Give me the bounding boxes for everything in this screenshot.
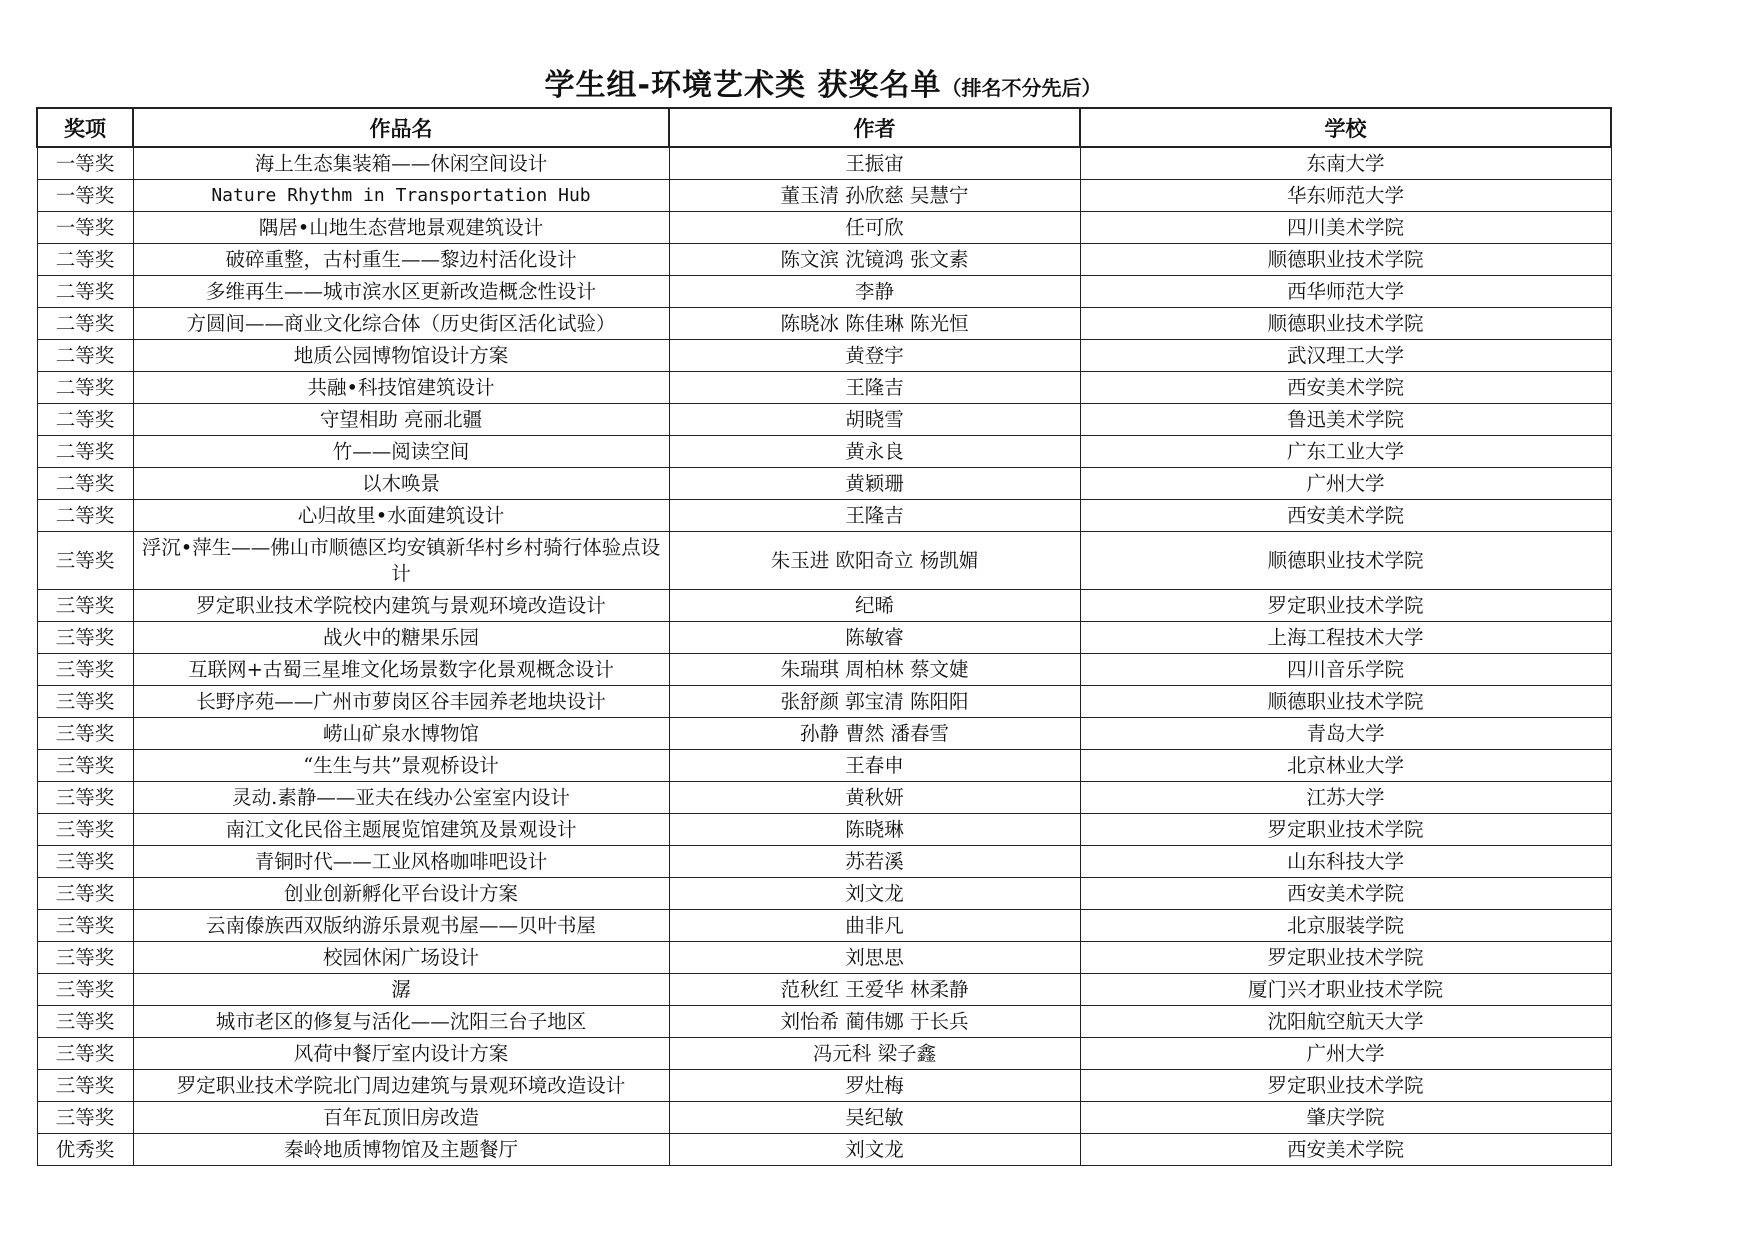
work-cell: 以木唤景	[133, 468, 669, 500]
work-cell: 地质公园博物馆设计方案	[133, 340, 669, 372]
table-row	[37, 372, 1611, 404]
school-cell: 顺德职业技术学院	[1080, 532, 1611, 590]
school-cell: 罗定职业技术学院	[1080, 590, 1611, 622]
table-row	[37, 532, 1611, 590]
table-row	[37, 622, 1611, 654]
work-cell: 灵动.素静——亚夫在线办公室室内设计	[133, 782, 669, 814]
award-cell: 二等奖	[37, 468, 133, 500]
author-cell: 苏若溪	[669, 846, 1080, 878]
author-cell: 罗灶梅	[669, 1070, 1080, 1102]
work-cell: 破碎重整，古村重生——黎边村活化设计	[133, 244, 669, 276]
work-cell: 海上生态集装箱——休闲空间设计	[133, 147, 669, 180]
award-cell: 三等奖	[37, 532, 133, 590]
table-row	[37, 500, 1611, 532]
author-cell: 朱瑞琪 周柏林 蔡文婕	[669, 654, 1080, 686]
table-row	[37, 654, 1611, 686]
award-cell: 三等奖	[37, 782, 133, 814]
award-cell: 一等奖	[37, 212, 133, 244]
page-title	[36, 66, 1610, 108]
school-cell: 江苏大学	[1080, 782, 1611, 814]
awards-table	[36, 107, 1612, 1166]
author-cell: 李静	[669, 276, 1080, 308]
table-row	[37, 308, 1611, 340]
school-cell: 广州大学	[1080, 1038, 1611, 1070]
work-cell: 共融•科技馆建筑设计	[133, 372, 669, 404]
author-cell: 王隆吉	[669, 372, 1080, 404]
school-cell: 上海工程技术大学	[1080, 622, 1611, 654]
work-cell: 隅居•山地生态营地景观建筑设计	[133, 212, 669, 244]
award-cell: 三等奖	[37, 1102, 133, 1134]
table-row	[37, 436, 1611, 468]
table-row	[37, 782, 1611, 814]
work-cell: 创业创新孵化平台设计方案	[133, 878, 669, 910]
author-cell: 朱玉进 欧阳奇立 杨凯媚	[669, 532, 1080, 590]
award-cell: 三等奖	[37, 718, 133, 750]
school-cell: 西安美术学院	[1080, 372, 1611, 404]
school-cell: 四川美术学院	[1080, 212, 1611, 244]
author-cell: 曲非凡	[669, 910, 1080, 942]
school-cell: 沈阳航空航天大学	[1080, 1006, 1611, 1038]
school-cell: 华东师范大学	[1080, 180, 1611, 212]
award-cell: 三等奖	[37, 654, 133, 686]
table-row	[37, 878, 1611, 910]
table-row	[37, 404, 1611, 436]
table-row	[37, 244, 1611, 276]
school-cell: 广东工业大学	[1080, 436, 1611, 468]
work-cell: 长野序苑——广州市萝岗区谷丰园养老地块设计	[133, 686, 669, 718]
award-cell: 二等奖	[37, 404, 133, 436]
author-cell: 黄秋妍	[669, 782, 1080, 814]
author-cell: 吴纪敏	[669, 1102, 1080, 1134]
table-row	[37, 718, 1611, 750]
author-cell: 陈晓琳	[669, 814, 1080, 846]
author-cell: 黄永良	[669, 436, 1080, 468]
award-cell: 三等奖	[37, 1006, 133, 1038]
table-row	[37, 846, 1611, 878]
author-cell: 胡晓雪	[669, 404, 1080, 436]
award-cell: 二等奖	[37, 308, 133, 340]
work-cell: 多维再生——城市滨水区更新改造概念性设计	[133, 276, 669, 308]
author-cell: 孙静 曹然 潘春雪	[669, 718, 1080, 750]
work-cell: Nature Rhythm in Transportation Hub	[133, 180, 669, 212]
author-cell: 刘文龙	[669, 878, 1080, 910]
award-cell: 二等奖	[37, 340, 133, 372]
award-cell: 三等奖	[37, 814, 133, 846]
award-cell: 三等奖	[37, 1070, 133, 1102]
school-cell: 罗定职业技术学院	[1080, 814, 1611, 846]
work-cell: 云南傣族西双版纳游乐景观书屋——贝叶书屋	[133, 910, 669, 942]
work-cell: 南江文化民俗主题展览馆建筑及景观设计	[133, 814, 669, 846]
award-cell: 三等奖	[37, 1038, 133, 1070]
school-cell: 西安美术学院	[1080, 500, 1611, 532]
author-cell: 王振宙	[669, 147, 1080, 180]
school-cell: 山东科技大学	[1080, 846, 1611, 878]
work-cell: 竹——阅读空间	[133, 436, 669, 468]
table-row	[37, 814, 1611, 846]
work-cell: 战火中的糖果乐园	[133, 622, 669, 654]
author-cell: 刘思思	[669, 942, 1080, 974]
award-cell: 二等奖	[37, 244, 133, 276]
work-cell: 互联网+古蜀三星堆文化场景数字化景观概念设计	[133, 654, 669, 686]
author-cell: 陈敏睿	[669, 622, 1080, 654]
work-cell: “生生与共”景观桥设计	[133, 750, 669, 782]
school-cell: 广州大学	[1080, 468, 1611, 500]
table-row	[37, 590, 1611, 622]
award-cell: 一等奖	[37, 180, 133, 212]
title-main: 学生组-环境艺术类 获奖名单	[544, 68, 942, 103]
author-cell: 张舒颜 郭宝清 陈阳阳	[669, 686, 1080, 718]
table-row	[37, 974, 1611, 1006]
school-cell: 北京林业大学	[1080, 750, 1611, 782]
work-cell: 心归故里•水面建筑设计	[133, 500, 669, 532]
table-row	[37, 750, 1611, 782]
school-cell: 西华师范大学	[1080, 276, 1611, 308]
award-cell: 优秀奖	[37, 1134, 133, 1166]
table-row	[37, 180, 1611, 212]
school-cell: 西安美术学院	[1080, 878, 1611, 910]
author-cell: 董玉清 孙欣慈 吴慧宁	[669, 180, 1080, 212]
award-cell: 三等奖	[37, 846, 133, 878]
award-cell: 三等奖	[37, 590, 133, 622]
work-cell: 秦岭地质博物馆及主题餐厅	[133, 1134, 669, 1166]
header-author: 作者	[669, 108, 1080, 147]
work-cell: 崂山矿泉水博物馆	[133, 718, 669, 750]
school-cell: 武汉理工大学	[1080, 340, 1611, 372]
school-cell: 肇庆学院	[1080, 1102, 1611, 1134]
school-cell: 四川音乐学院	[1080, 654, 1611, 686]
award-cell: 三等奖	[37, 910, 133, 942]
table-row	[37, 1070, 1611, 1102]
table-row	[37, 942, 1611, 974]
school-cell: 顺德职业技术学院	[1080, 308, 1611, 340]
table-row	[37, 910, 1611, 942]
author-cell: 王隆吉	[669, 500, 1080, 532]
work-cell: 方圆间——商业文化综合体（历史街区活化试验）	[133, 308, 669, 340]
header-work: 作品名	[133, 108, 669, 147]
award-cell: 三等奖	[37, 878, 133, 910]
award-cell: 二等奖	[37, 500, 133, 532]
award-cell: 二等奖	[37, 372, 133, 404]
table-row	[37, 340, 1611, 372]
award-cell: 三等奖	[37, 942, 133, 974]
author-cell: 纪晞	[669, 590, 1080, 622]
table-row	[37, 686, 1611, 718]
header-row	[37, 108, 1611, 147]
author-cell: 任可欣	[669, 212, 1080, 244]
author-cell: 陈文滨 沈镜鸿 张文素	[669, 244, 1080, 276]
school-cell: 鲁迅美术学院	[1080, 404, 1611, 436]
work-cell: 守望相助 亮丽北疆	[133, 404, 669, 436]
author-cell: 黄登宇	[669, 340, 1080, 372]
table-row	[37, 1006, 1611, 1038]
work-cell: 风荷中餐厅室内设计方案	[133, 1038, 669, 1070]
work-cell: 罗定职业技术学院北门周边建筑与景观环境改造设计	[133, 1070, 669, 1102]
work-cell: 百年瓦顶旧房改造	[133, 1102, 669, 1134]
award-cell: 三等奖	[37, 622, 133, 654]
table-row	[37, 276, 1611, 308]
table-row	[37, 147, 1611, 180]
school-cell: 顺德职业技术学院	[1080, 686, 1611, 718]
author-cell: 刘文龙	[669, 1134, 1080, 1166]
school-cell: 罗定职业技术学院	[1080, 942, 1611, 974]
work-cell: 校园休闲广场设计	[133, 942, 669, 974]
school-cell: 罗定职业技术学院	[1080, 1070, 1611, 1102]
table-row	[37, 212, 1611, 244]
school-cell: 顺德职业技术学院	[1080, 244, 1611, 276]
award-cell: 三等奖	[37, 750, 133, 782]
school-cell: 北京服装学院	[1080, 910, 1611, 942]
work-cell: 青铜时代——工业风格咖啡吧设计	[133, 846, 669, 878]
school-cell: 西安美术学院	[1080, 1134, 1611, 1166]
title-subtitle: （排名不分先后）	[941, 76, 1102, 100]
author-cell: 陈晓冰 陈佳琳 陈光恒	[669, 308, 1080, 340]
award-cell: 二等奖	[37, 276, 133, 308]
author-cell: 刘怡希 蔺伟娜 于长兵	[669, 1006, 1080, 1038]
work-cell: 罗定职业技术学院校内建筑与景观环境改造设计	[133, 590, 669, 622]
work-cell: 浮沉•萍生——佛山市顺德区均安镇新华村乡村骑行体验点设计	[133, 532, 669, 590]
author-cell: 冯元科 梁子鑫	[669, 1038, 1080, 1070]
school-cell: 青岛大学	[1080, 718, 1611, 750]
work-cell: 城市老区的修复与活化——沈阳三台子地区	[133, 1006, 669, 1038]
table-row	[37, 1038, 1611, 1070]
award-cell: 三等奖	[37, 686, 133, 718]
award-cell: 二等奖	[37, 436, 133, 468]
work-cell: 潺	[133, 974, 669, 1006]
header-award: 奖项	[37, 108, 133, 147]
author-cell: 黄颖珊	[669, 468, 1080, 500]
school-cell: 东南大学	[1080, 147, 1611, 180]
table-row	[37, 468, 1611, 500]
author-cell: 范秋红 王爱华 林柔静	[669, 974, 1080, 1006]
table-row	[37, 1134, 1611, 1166]
header-school: 学校	[1080, 108, 1611, 147]
table-row	[37, 1102, 1611, 1134]
author-cell: 王春申	[669, 750, 1080, 782]
award-cell: 三等奖	[37, 974, 133, 1006]
school-cell: 厦门兴才职业技术学院	[1080, 974, 1611, 1006]
award-cell: 一等奖	[37, 147, 133, 180]
